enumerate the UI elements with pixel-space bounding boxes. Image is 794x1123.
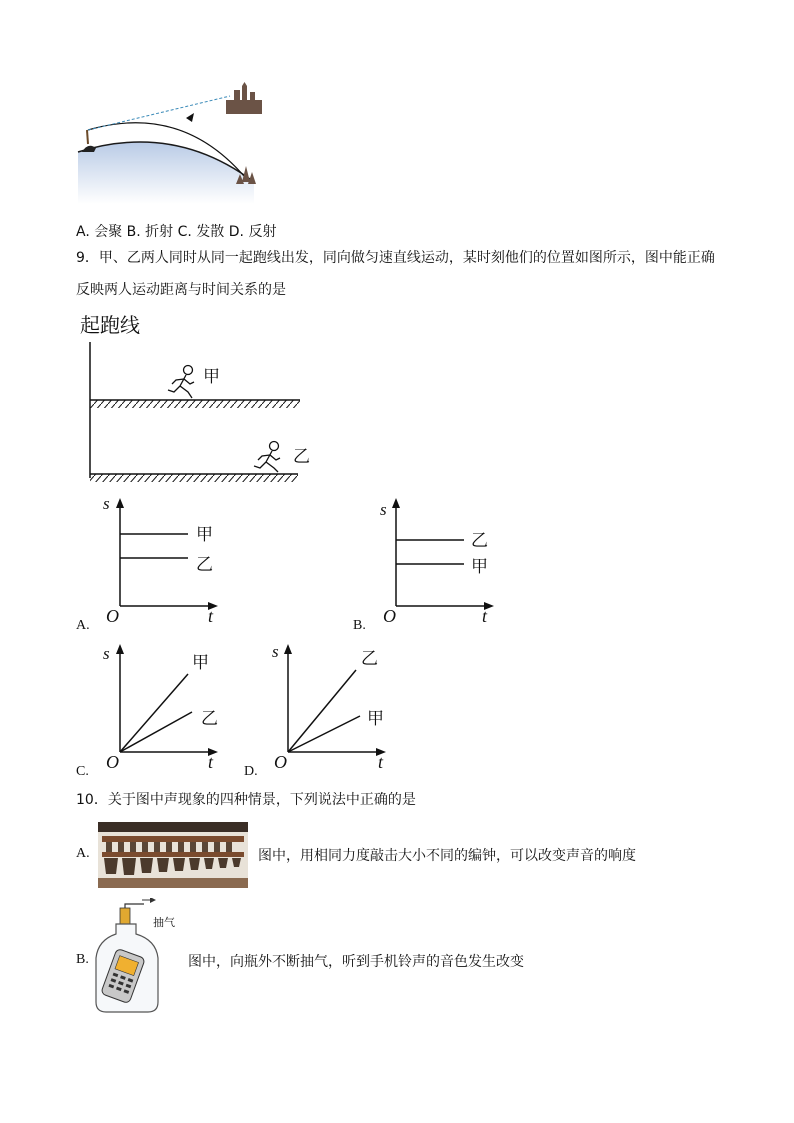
axis-s-label: s bbox=[380, 500, 387, 519]
q9-option-c-letter[interactable]: C. bbox=[76, 764, 89, 779]
graph-a-bottom-label: 乙 bbox=[196, 555, 213, 575]
q9-option-d-letter[interactable]: D. bbox=[244, 764, 258, 779]
origin-label: O bbox=[106, 752, 119, 772]
axis-t-label: t bbox=[482, 606, 488, 626]
race-figure bbox=[80, 340, 320, 490]
graph-b-bottom-label: 甲 bbox=[471, 557, 488, 577]
line-jia bbox=[288, 716, 360, 752]
virtual-castle bbox=[226, 82, 262, 114]
observer bbox=[82, 146, 96, 152]
origin-label: O bbox=[274, 752, 287, 772]
axis-s-label: s bbox=[272, 642, 279, 661]
earth-surface bbox=[78, 142, 254, 204]
axis-t-label: t bbox=[208, 606, 214, 626]
origin-label: O bbox=[383, 606, 396, 626]
chime-bells-image bbox=[98, 822, 248, 888]
axis-s-label: s bbox=[103, 644, 110, 663]
q10-option-a-text[interactable]: 图中，用相同力度敲击大小不同的编钟，可以改变声音的响度 bbox=[258, 848, 636, 864]
q10-stem: 10．关于图中声现象的四种情景，下列说法中正确的是 bbox=[76, 792, 416, 808]
runner-jia-label: 甲 bbox=[203, 367, 220, 387]
pump-label: 抽气 bbox=[153, 916, 175, 929]
runner-yi-icon bbox=[254, 442, 280, 473]
q9-option-a-letter[interactable]: A. bbox=[76, 618, 90, 633]
runner-jia-icon bbox=[168, 366, 194, 399]
q8-figure bbox=[74, 82, 274, 204]
arrow-head bbox=[186, 113, 194, 122]
axis-t-label: t bbox=[208, 752, 214, 772]
line-jia bbox=[120, 674, 188, 752]
line-yi bbox=[288, 670, 356, 752]
graph-d-top-label: 乙 bbox=[361, 649, 378, 669]
q8-options: A. 会聚 B. 折射 C. 发散 D. 反射 bbox=[76, 224, 277, 240]
q9-option-b-letter[interactable]: B. bbox=[353, 618, 366, 633]
q10-option-b-letter[interactable]: B. bbox=[76, 952, 89, 967]
graph-a-top-label: 甲 bbox=[196, 525, 213, 545]
graph-c-bottom-label: 乙 bbox=[201, 709, 218, 729]
q9-stem-line1: 9．甲、乙两人同时从同一起跑线出发，同向做匀速直线运动，某时刻他们的位置如图所示，图中能正确 bbox=[76, 250, 715, 266]
runner-yi-label: 乙 bbox=[293, 447, 310, 467]
line-yi bbox=[120, 712, 192, 752]
axis-s-label: s bbox=[103, 494, 110, 513]
q10-option-b-text[interactable]: 图中，向瓶外不断抽气，听到手机铃声的音色发生改变 bbox=[188, 954, 524, 970]
axis-t-label: t bbox=[378, 752, 384, 772]
graph-d-bottom-label: 甲 bbox=[367, 709, 384, 729]
graph-c-top-label: 甲 bbox=[192, 653, 209, 673]
origin-label: O bbox=[106, 606, 119, 626]
start-line-title: 起跑线 bbox=[80, 313, 140, 337]
graph-b-top-label: 乙 bbox=[471, 531, 488, 551]
q9-stem-line2: 反映两人运动距离与时间关系的是 bbox=[76, 282, 286, 298]
q10-option-a-letter[interactable]: A. bbox=[76, 846, 90, 861]
